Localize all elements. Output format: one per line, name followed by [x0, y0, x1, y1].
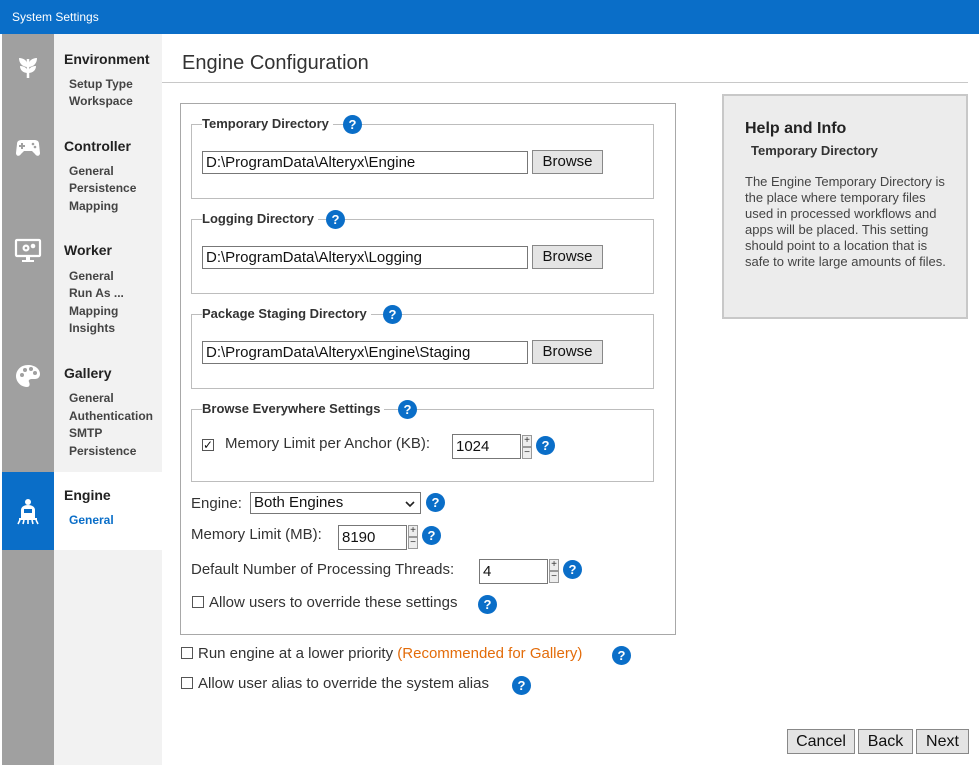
- nav-heading-environment[interactable]: Environment: [64, 51, 150, 67]
- staging-dir-input[interactable]: D:\ProgramData\Alteryx\Engine\Staging: [202, 341, 528, 364]
- low-priority-text: [198, 645, 582, 662]
- next-button[interactable]: Next: [916, 729, 969, 754]
- browse-everywhere-label: Browse Everywhere Settings: [202, 401, 384, 416]
- nav-item-engine-general[interactable]: General: [69, 513, 114, 527]
- memory-limit-help-icon[interactable]: ?: [422, 526, 441, 545]
- alias-override-help-icon[interactable]: ?: [512, 676, 531, 695]
- engine-help-icon[interactable]: ?: [426, 493, 445, 512]
- memory-anchor-help-icon[interactable]: ?: [536, 436, 555, 455]
- temp-dir-browse-button[interactable]: Browse: [532, 150, 603, 174]
- nav-item-worker-mapping[interactable]: Mapping: [69, 304, 119, 318]
- page-title: Engine Configuration: [182, 52, 369, 74]
- log-dir-input[interactable]: D:\ProgramData\Alteryx\Logging: [202, 246, 528, 269]
- alias-override-label: Allow user alias to override the system alias: [198, 675, 489, 692]
- log-dir-help-icon[interactable]: ?: [326, 210, 345, 229]
- help-info-panel: [722, 94, 968, 319]
- allow-override-checkbox[interactable]: [192, 596, 204, 608]
- engine-icon[interactable]: [2, 472, 54, 550]
- staging-dir-help-icon[interactable]: ?: [383, 305, 402, 324]
- nav-heading-gallery[interactable]: Gallery: [64, 365, 112, 381]
- help-subtitle: Temporary Directory: [751, 143, 878, 158]
- memory-anchor-checkbox[interactable]: ✓: [203, 438, 214, 452]
- stepper-up-icon[interactable]: +: [549, 559, 559, 571]
- stepper-down-icon[interactable]: −: [549, 571, 559, 583]
- nav-item-worker-insights[interactable]: Insights: [69, 321, 116, 335]
- stepper-down-icon[interactable]: −: [408, 537, 418, 549]
- staging-dir-label: Package Staging Directory: [202, 306, 371, 321]
- window-title: System Settings: [12, 10, 99, 24]
- browse-everywhere-help-icon[interactable]: ?: [398, 400, 417, 419]
- temp-dir-input[interactable]: D:\ProgramData\Alteryx\Engine: [202, 151, 528, 174]
- nav-item-workspace[interactable]: Workspace: [69, 94, 133, 108]
- nav-item-controller-general[interactable]: General: [69, 164, 114, 178]
- cancel-button[interactable]: Cancel: [787, 729, 855, 754]
- engine-label: Engine:: [191, 495, 242, 512]
- chevron-down-icon: [405, 500, 415, 508]
- stepper-up-icon[interactable]: +: [408, 525, 418, 537]
- nav-item-worker-general[interactable]: General: [69, 269, 114, 283]
- staging-dir-browse-button[interactable]: Browse: [532, 340, 603, 364]
- nav-item-controller-persistence[interactable]: Persistence: [69, 181, 137, 195]
- nav-active-section-bg: [54, 472, 162, 550]
- help-title: Help and Info: [745, 120, 847, 137]
- back-button[interactable]: Back: [858, 729, 913, 754]
- log-dir-browse-button[interactable]: Browse: [532, 245, 603, 269]
- engine-select[interactable]: [250, 492, 421, 514]
- nav-item-setup-type[interactable]: Setup Type: [69, 77, 133, 91]
- temp-dir-help-icon[interactable]: ?: [343, 115, 362, 134]
- memory-limit-stepper[interactable]: [408, 525, 418, 549]
- nav-item-gallery-smtp[interactable]: SMTP: [69, 426, 103, 440]
- low-priority-note: (Recommended for Gallery): [397, 645, 583, 662]
- low-priority-checkbox[interactable]: [181, 647, 193, 659]
- log-dir-label: Logging Directory: [202, 211, 318, 226]
- threads-label: Default Number of Processing Threads:: [191, 561, 455, 578]
- memory-limit-label: Memory Limit (MB):: [191, 526, 322, 543]
- stepper-up-icon[interactable]: +: [522, 435, 532, 447]
- allow-override-label: Allow users to override these settings: [209, 594, 458, 611]
- threads-stepper[interactable]: [549, 559, 559, 583]
- nav-item-gallery-persistence[interactable]: Persistence: [69, 444, 137, 458]
- nav-icon-rail: [2, 34, 54, 765]
- temp-dir-label: Temporary Directory: [202, 116, 333, 131]
- memory-anchor-label: Memory Limit per Anchor (KB):: [225, 435, 431, 452]
- allow-override-help-icon[interactable]: ?: [478, 595, 497, 614]
- threads-input[interactable]: 4: [479, 559, 548, 584]
- monitor-gear-icon[interactable]: [2, 224, 54, 276]
- low-priority-label: Run engine at a lower priority: [198, 645, 394, 662]
- nav-heading-engine[interactable]: Engine: [64, 487, 111, 503]
- window-title-bar: [0, 0, 979, 34]
- nav-item-controller-mapping[interactable]: Mapping: [69, 199, 119, 213]
- alias-override-checkbox[interactable]: [181, 677, 193, 689]
- help-body: The Engine Temporary Directory is the place where temporary files used in processed workflows and apps will be placed. This setting should point to a location that is safe to write large amounts of files.: [745, 174, 946, 269]
- title-divider: [162, 82, 968, 83]
- low-priority-help-icon[interactable]: ?: [612, 646, 631, 665]
- threads-help-icon[interactable]: ?: [563, 560, 582, 579]
- palette-icon[interactable]: [2, 350, 54, 402]
- memory-anchor-stepper[interactable]: [522, 435, 532, 459]
- leaf-icon[interactable]: [2, 40, 54, 92]
- nav-item-gallery-authentication[interactable]: Authentication: [69, 409, 153, 423]
- stepper-down-icon[interactable]: −: [522, 447, 532, 459]
- gamepad-icon[interactable]: [2, 122, 54, 174]
- memory-anchor-input[interactable]: 1024: [452, 434, 521, 459]
- nav-item-gallery-general[interactable]: General: [69, 391, 114, 405]
- nav-heading-worker[interactable]: Worker: [64, 242, 112, 258]
- nav-item-worker-run-as[interactable]: Run As ...: [69, 286, 124, 300]
- memory-limit-input[interactable]: 8190: [338, 525, 407, 550]
- nav-heading-controller[interactable]: Controller: [64, 138, 131, 154]
- engine-selected-value: Both Engines: [254, 494, 344, 511]
